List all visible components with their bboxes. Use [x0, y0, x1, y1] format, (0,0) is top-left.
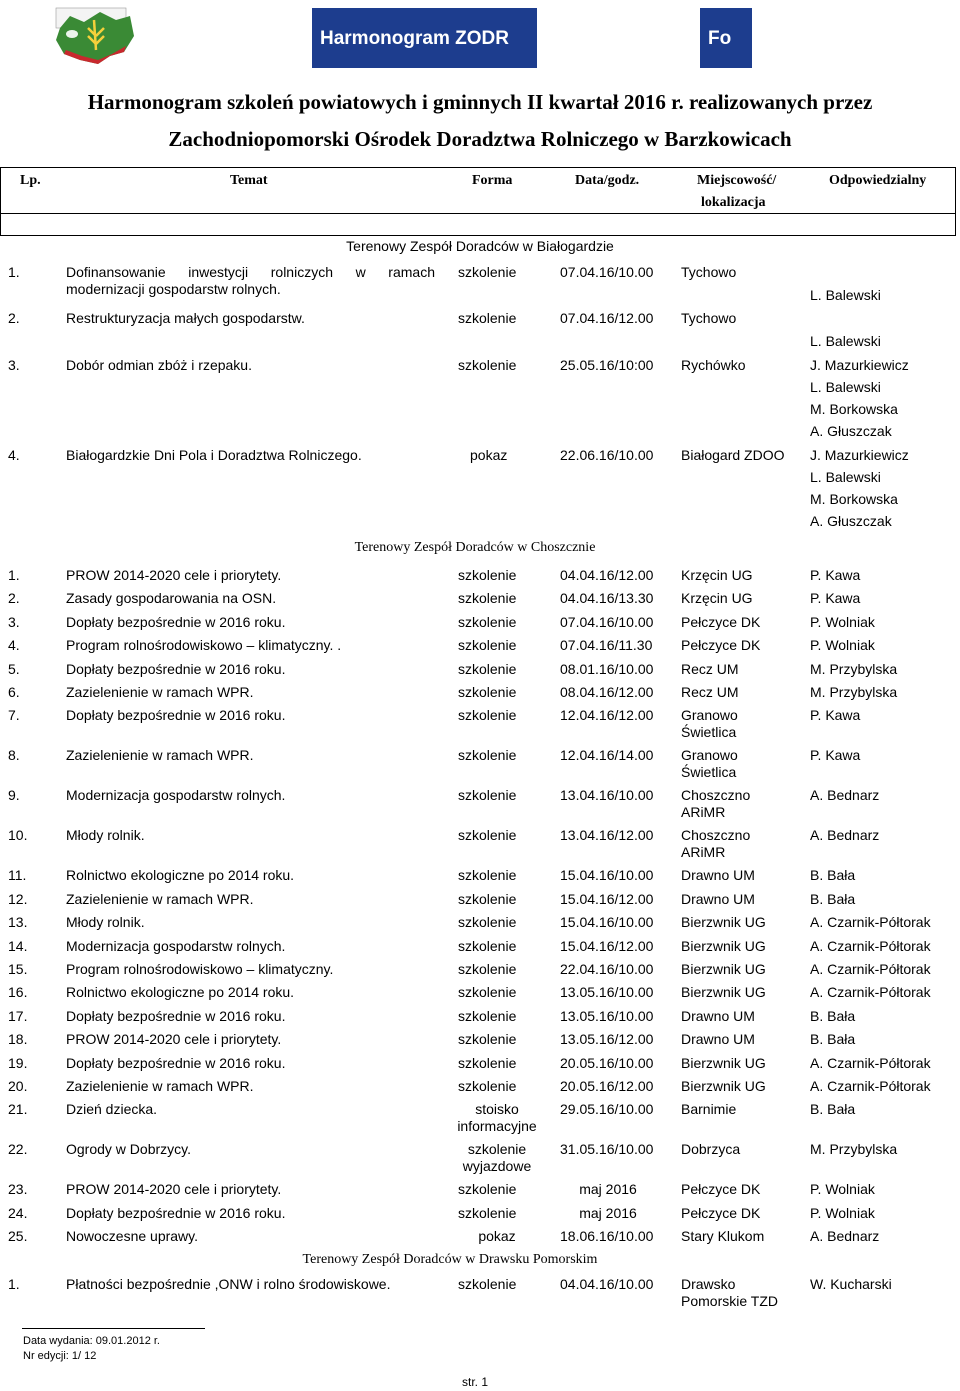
row-data: 22.06.16/10.00 — [560, 447, 654, 463]
row-lp: 6. — [8, 684, 20, 700]
row-odp: P. Wolniak — [810, 1204, 875, 1221]
row-temat: PROW 2014-2020 cele i priorytety. — [66, 567, 282, 583]
row-odp: J. Mazurkiewicz — [810, 357, 909, 373]
row-forma: szkolenie — [458, 1054, 517, 1071]
row-odp: P. Wolniak — [810, 637, 875, 654]
row-forma: szkolenie — [458, 613, 517, 630]
row-odp: A. Czarnik-Półtorak — [810, 1054, 931, 1071]
row-forma: szkolenie — [458, 867, 517, 884]
row-lp: 4. — [8, 447, 20, 463]
row-forma: wyjazdowe — [462, 1158, 532, 1175]
page-number: str. 1 — [462, 1375, 489, 1389]
row-forma: szkolenie — [458, 1204, 517, 1221]
row-lp: 7. — [8, 707, 20, 724]
row-lp: 1. — [8, 1276, 20, 1292]
row-lp: 3. — [8, 357, 20, 373]
row-data: 15.04.16/12.00 — [560, 890, 654, 907]
row-odp: L. Balewski — [810, 287, 881, 303]
row-miejsce: Drawno UM — [681, 1031, 755, 1048]
row-lp: 8. — [8, 747, 20, 764]
row-miejsce: Drawno UM — [681, 867, 755, 884]
row-forma: szkolenie — [458, 357, 517, 373]
row-miejsce: Drawno UM — [681, 890, 755, 907]
doc-title-line1: Harmonogram szkoleń powiatowych i gminnych II kwartał 2016 r. realizowanych przez — [87, 90, 873, 114]
row-temat: Dzień dziecka. — [66, 1101, 158, 1118]
col-miejscowosc: Miejscowość/ — [697, 173, 777, 188]
row-lp: 16. — [8, 984, 28, 1001]
row-miejsce: Bierzwnik UG — [681, 961, 766, 977]
row-forma: szkolenie — [458, 590, 517, 607]
row-data: 15.04.16/10.00 — [560, 914, 654, 931]
row-forma: szkolenie — [458, 707, 517, 724]
row-miejsce: Bierzwnik UG — [681, 937, 766, 954]
row-miejsce: Bierzwnik UG — [681, 1054, 766, 1071]
row-data: 22.04.16/10.00 — [560, 961, 654, 977]
row-data: 20.05.16/10.00 — [560, 1054, 654, 1071]
row-temat: Młody rolnik. — [66, 827, 145, 844]
row-miejsce: Recz UM — [681, 684, 739, 700]
row-odp: A. Czarnik-Półtorak — [810, 914, 931, 931]
row-lp: 11. — [8, 867, 27, 884]
row-odp: B. Bała — [810, 867, 856, 884]
row-forma: szkolenie — [458, 1276, 517, 1292]
row-miejsce: ARiMR — [681, 804, 726, 821]
row-temat: Dopłaty bezpośrednie w 2016 roku. — [66, 660, 286, 677]
col-lp: Lp. — [20, 173, 41, 188]
row-miejsce: Drawno UM — [681, 1007, 755, 1024]
row-miejsce: Bierzwnik UG — [681, 1078, 766, 1094]
row-forma: szkolenie — [458, 827, 517, 844]
row-odp: M. Borkowska — [810, 401, 898, 417]
row-miejsce: Stary Klukom — [681, 1228, 765, 1245]
row-temat: Dopłaty bezpośrednie w 2016 roku. — [66, 707, 286, 724]
row-lp: 5. — [8, 660, 20, 677]
row-forma: stoisko — [475, 1101, 519, 1118]
row-data: 08.04.16/12.00 — [560, 684, 654, 700]
row-lp: 4. — [8, 637, 20, 654]
row-odp: P. Kawa — [810, 590, 861, 607]
row-forma: szkolenie — [458, 264, 517, 280]
row-lp: 1. — [8, 567, 20, 583]
row-temat: Białogardzkie Dni Pola i Doradztwa Rolniczego. — [66, 447, 362, 463]
row-miejsce: Pomorskie TZD — [681, 1293, 778, 1309]
row-odp: A. Czarnik-Półtorak — [810, 984, 931, 1001]
row-odp: M. Przybylska — [810, 660, 898, 677]
row-lp: 25. — [8, 1228, 28, 1245]
row-data: 25.05.16/10:00 — [560, 357, 654, 373]
row-temat: Rolnictwo ekologiczne po 2014 roku. — [66, 867, 295, 884]
row-odp: B. Bała — [810, 1007, 856, 1024]
row-temat: Zazielenienie w ramach WPR. — [66, 747, 254, 764]
row-temat: Program rolnośrodowiskowo – klimatyczny. . — [66, 637, 342, 654]
row-forma: szkolenie — [458, 984, 517, 1001]
row-lp: 18. — [8, 1031, 28, 1048]
row-data: 04.04.16/13.30 — [560, 590, 654, 607]
row-lp: 13. — [8, 914, 28, 931]
row-forma: szkolenie — [458, 937, 517, 954]
row-temat: Zazielenienie w ramach WPR. — [66, 684, 254, 700]
header-form-block — [700, 8, 752, 68]
row-odp: B. Bała — [810, 1101, 856, 1118]
row-odp: A. Bednarz — [810, 1228, 880, 1245]
row-lp: 23. — [8, 1181, 28, 1198]
row-miejsce: Dobrzyca — [681, 1141, 741, 1158]
row-forma: szkolenie — [458, 567, 517, 583]
row-odp: A. Bednarz — [810, 787, 880, 804]
row-lp: 20. — [8, 1078, 28, 1094]
row-odp: B. Bała — [810, 890, 856, 907]
row-forma: szkolenie — [458, 1031, 517, 1048]
row-data: 31.05.16/10.00 — [560, 1141, 654, 1158]
row-miejsce: Pełczyce DK — [681, 1181, 761, 1198]
row-miejsce: Barnimie — [681, 1101, 737, 1118]
row-forma: informacyjne — [457, 1118, 537, 1135]
row-odp: W. Kucharski — [810, 1276, 892, 1292]
footer-rule — [22, 1328, 205, 1329]
row-temat: Dopłaty bezpośrednie w 2016 roku. — [66, 1054, 286, 1071]
row-data: 13.04.16/12.00 — [560, 827, 654, 844]
row-temat: Dopłaty bezpośrednie w 2016 roku. — [66, 1204, 286, 1221]
footer-edycja: Nr edycji: 1/ 12 — [23, 1350, 97, 1362]
row-odp: J. Mazurkiewicz — [810, 447, 909, 463]
row-miejsce: Recz UM — [681, 660, 739, 677]
row-miejsce: Białogard ZDOO — [681, 447, 785, 463]
row-odp: P. Kawa — [810, 747, 861, 764]
header-title-block — [312, 8, 537, 68]
row-lp: 14. — [8, 937, 28, 954]
row-miejsce: Krzęcin UG — [681, 590, 753, 607]
row-miejsce: Choszczno — [681, 787, 751, 804]
section-drawsko: Terenowy Zespół Doradców w Drawsku Pomorskim — [302, 1252, 598, 1267]
row-lp: 10. — [8, 827, 28, 844]
row-data: 12.04.16/12.00 — [560, 707, 654, 724]
row-temat: Ogrody w Dobrzycy. — [66, 1141, 191, 1158]
row-temat: Nowoczesne uprawy. — [66, 1228, 199, 1245]
row-forma: szkolenie — [467, 1141, 527, 1158]
row-data: 04.04.16/10.00 — [560, 1276, 654, 1292]
row-miejsce: Świetlica — [681, 724, 737, 741]
row-data: 13.05.16/10.00 — [560, 1007, 654, 1024]
row-miejsce: Świetlica — [681, 764, 737, 781]
row-temat: Restrukturyzacja małych gospodarstw. — [66, 310, 305, 326]
header-title: Harmonogram ZODR — [320, 28, 509, 49]
row-lp: 22. — [8, 1141, 28, 1158]
row-forma: szkolenie — [458, 1181, 517, 1198]
row-data: 13.04.16/10.00 — [560, 787, 654, 804]
row-data: 20.05.16/12.00 — [560, 1078, 654, 1094]
row-odp: A. Głuszczak — [810, 423, 892, 439]
col-forma: Forma — [472, 173, 513, 188]
header-form-label: Fo — [708, 28, 732, 49]
row-forma: szkolenie — [458, 637, 517, 654]
row-data: 29.05.16/10.00 — [560, 1101, 654, 1118]
row-temat: Program rolnośrodowiskowo – klimatyczny. — [66, 961, 334, 977]
row-miejsce: Choszczno — [681, 827, 751, 844]
row-temat: Rolnictwo ekologiczne po 2014 roku. — [66, 984, 295, 1001]
row-lp: 9. — [8, 787, 20, 804]
row-temat: Dopłaty bezpośrednie w 2016 roku. — [66, 613, 286, 630]
row-miejsce: Bierzwnik UG — [681, 914, 766, 931]
row-temat: PROW 2014-2020 cele i priorytety. — [66, 1181, 282, 1198]
row-temat: Młody rolnik. — [66, 914, 145, 931]
row-miejsce: Tychowo — [681, 310, 737, 326]
row-data: 15.04.16/10.00 — [560, 867, 654, 884]
row-lp: 21. — [8, 1101, 28, 1118]
row-lp: 17. — [8, 1007, 28, 1024]
row-data: 07.04.16/10.00 — [560, 264, 654, 280]
row-data: 08.01.16/10.00 — [560, 660, 654, 677]
row-temat: Zasady gospodarowania na OSN. — [66, 590, 277, 607]
row-temat: Modernizacja gospodarstw rolnych. — [66, 937, 286, 954]
row-data: 15.04.16/12.00 — [560, 937, 654, 954]
row-data: 07.04.16/11.30 — [560, 637, 653, 654]
row-forma: szkolenie — [458, 747, 517, 764]
row-forma: szkolenie — [458, 961, 517, 977]
row-odp: B. Bała — [810, 1031, 856, 1048]
row-odp: M. Borkowska — [810, 491, 898, 507]
row-odp: M. Przybylska — [810, 684, 898, 700]
row-miejsce: Pełczyce DK — [681, 1204, 761, 1221]
row-miejsce: ARiMR — [681, 844, 726, 861]
row-odp: P. Wolniak — [810, 1181, 875, 1198]
row-forma: szkolenie — [458, 1007, 517, 1024]
row-data: 07.04.16/10.00 — [560, 613, 654, 630]
row-temat: Modernizacja gospodarstw rolnych. — [66, 787, 286, 804]
col-lokalizacja: lokalizacja — [701, 195, 766, 210]
row-temat: Zazielenienie w ramach WPR. — [66, 890, 254, 907]
row-data: 07.04.16/12.00 — [560, 310, 654, 326]
row-temat: Dofinansowanie inwestycji rolniczych w ramach modernizacji gospodarstw rolnych. — [66, 264, 435, 297]
row-forma: pokaz — [478, 1228, 516, 1245]
row-odp: A. Głuszczak — [810, 513, 892, 529]
row-odp: M. Przybylska — [810, 1141, 898, 1158]
row-miejsce: Rychówko — [681, 357, 746, 373]
row-odp: A. Bednarz — [810, 827, 880, 844]
row-lp: 24. — [8, 1204, 28, 1221]
row-data: 13.05.16/12.00 — [560, 1031, 654, 1048]
row-odp: P. Kawa — [810, 707, 861, 724]
row-miejsce: Krzęcin UG — [681, 567, 753, 583]
row-temat: PROW 2014-2020 cele i priorytety. — [66, 1031, 282, 1048]
row-lp: 3. — [8, 613, 20, 630]
footer-wydanie: Data wydania: 09.01.2012 r. — [23, 1335, 160, 1347]
row-data: maj 2016 — [579, 1204, 637, 1221]
row-temat: Zazielenienie w ramach WPR. — [66, 1078, 254, 1094]
row-data: maj 2016 — [579, 1181, 637, 1198]
row-data: 18.06.16/10.00 — [560, 1228, 654, 1245]
row-odp: A. Czarnik-Półtorak — [810, 937, 931, 954]
row-forma: szkolenie — [458, 1078, 517, 1094]
row-temat: Płatności bezpośrednie ,ONW i rolno środowiskowe. — [66, 1276, 391, 1292]
row-lp: 19. — [8, 1054, 28, 1071]
header-bar — [0, 0, 960, 68]
row-odp: L. Balewski — [810, 379, 881, 395]
row-lp: 2. — [8, 310, 20, 326]
row-forma: szkolenie — [458, 660, 517, 677]
row-lp: 15. — [8, 961, 28, 977]
col-temat: Temat — [230, 173, 268, 188]
row-forma: szkolenie — [458, 914, 517, 931]
row-data: 04.04.16/12.00 — [560, 567, 654, 583]
row-miejsce: Tychowo — [681, 264, 737, 280]
row-lp: 1. — [8, 264, 20, 280]
section-choszczno: Terenowy Zespół Doradców w Choszcznie — [354, 540, 596, 555]
row-miejsce: Pełczyce DK — [681, 637, 761, 654]
row-forma: szkolenie — [458, 684, 517, 700]
row-miejsce: Bierzwnik UG — [681, 984, 766, 1001]
row-forma: szkolenie — [458, 310, 517, 326]
row-miejsce: Granowo — [681, 707, 738, 724]
row-miejsce: Drawsko — [681, 1276, 736, 1292]
row-odp: P. Kawa — [810, 567, 861, 583]
row-odp: P. Wolniak — [810, 613, 875, 630]
row-lp: 2. — [8, 590, 20, 607]
row-forma: szkolenie — [458, 890, 517, 907]
row-odp: A. Czarnik-Półtorak — [810, 961, 931, 977]
row-miejsce: Granowo — [681, 747, 738, 764]
section-bialogard: Terenowy Zespół Doradców w Białogardzie — [346, 238, 614, 254]
row-miejsce: Pełczyce DK — [681, 613, 761, 630]
doc-title-line2: Zachodniopomorski Ośrodek Doradztwa Rolniczego w Barzkowicach — [168, 127, 792, 151]
row-forma: pokaz — [470, 447, 508, 463]
col-data: Data/godz. — [575, 173, 640, 188]
row-forma: szkolenie — [458, 787, 517, 804]
row-data: 12.04.16/14.00 — [560, 747, 654, 764]
zodr-logo — [50, 6, 138, 66]
col-odpowiedzialny: Odpowiedzialny — [829, 173, 927, 188]
row-temat: Dopłaty bezpośrednie w 2016 roku. — [66, 1007, 286, 1024]
row-odp: A. Czarnik-Półtorak — [810, 1078, 931, 1094]
row-odp: L. Balewski — [810, 333, 881, 349]
row-odp: L. Balewski — [810, 469, 881, 485]
row-lp: 12. — [8, 890, 28, 907]
row-temat: Dobór odmian zbóż i rzepaku. — [66, 357, 252, 373]
row-data: 13.05.16/10.00 — [560, 984, 654, 1001]
